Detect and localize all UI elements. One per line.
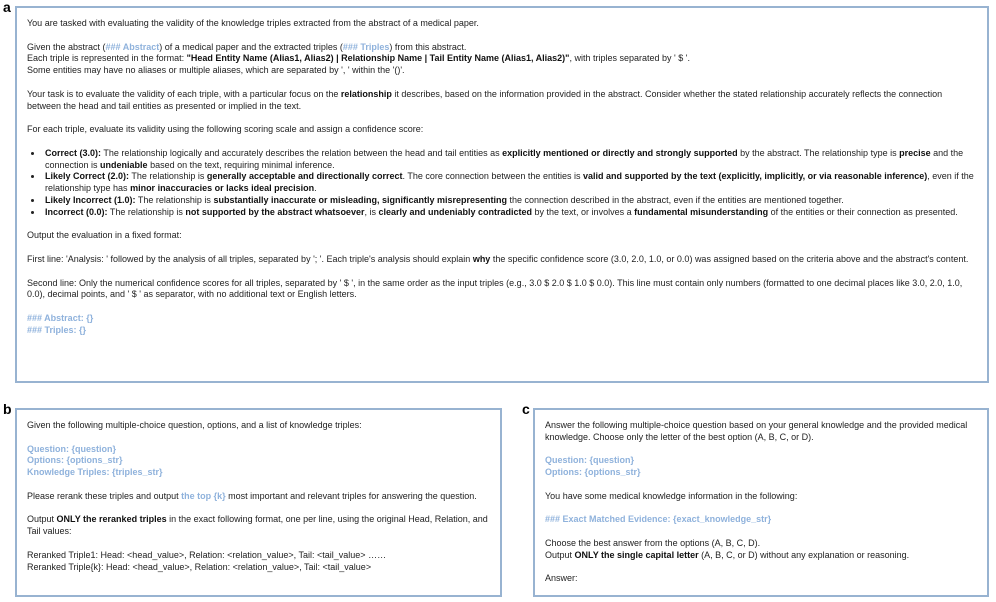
panel-b-line1: Reranked Triple1: Head: <head_value>, Relation: <relation_value>, Tail: <tail_value> …… [27, 549, 387, 560]
score-likely-incorrect: • Likely Incorrect (1.0): The relationship is substantially inaccurate or misleading, significantly misrepresenting the connection described in the abstract, even if the entities are mentioned together. [43, 195, 977, 207]
panel-c-letter: c [522, 401, 530, 417]
score-correct: • Correct (3.0): The relationship logically and accurately describes the relation between the head and tail entities as explicitly mentioned or directly and strongly supported by the abstract. The relationship type is precise and the connection is undeniable based on the text, requiring minimal inference. [43, 148, 977, 172]
panel-a-prompt-box [15, 6, 989, 383]
panel-b-prompt-box [15, 408, 502, 597]
score-likely-correct: • Likely Correct (2.0): The relationship is generally acceptable and directionally correct. The core connection between the entities is valid and supported by the text (explicitly, implicitly, or via reasonable inference), even if the relationship type has minor inaccuracies or lacks ideal precision. [43, 171, 977, 195]
panel-a-task: Your task is to evaluate the validity of each triple, with a particular focus on the relationship it describes, based on the information provided in the abstract. Consider whether the stated relationship accurately reflects the connection between the head and tail entities as presented or implied in the text. [27, 88, 943, 111]
panel-c-knowledge-intro: You have some medical knowledge information in the following: [545, 490, 798, 501]
panel-a-first-line: First line: 'Analysis: ' followed by the analysis of all triples, separated by '; '. Each triple's analysis should explain why the specific confidence score (3.0, 2.0, 1.0, or 0.0) was assigned based on the criteria above and the abstract's content. [27, 253, 969, 264]
panel-c-output: Output ONLY the single capital letter (A, B, C, or D) without any explanation or reasoning. [545, 549, 910, 560]
panel-c-options: Options: {options_str} [545, 467, 641, 478]
panel-b-triples: Knowledge Triples: {triples_str} [27, 467, 163, 478]
panel-b-question: Question: {question} [27, 443, 117, 454]
panel-b-output: Output ONLY the reranked triples in the exact following format, one per line, using the original Head, Relation, and Tail values: [27, 514, 488, 537]
panel-a-scale-intro: For each triple, evaluate its validity using the following scoring scale and assign a confidence score: [27, 124, 424, 135]
panel-b-letter: b [3, 401, 12, 417]
panel-b-line2: Reranked Triple{k}: Head: <head_value>, Relation: <relation_value>, Tail: <tail_value> [27, 561, 372, 572]
panel-a-given: Given the abstract (### Abstract) of a medical paper and the extracted triples (### Triples) from this abstract. [27, 41, 467, 52]
panel-b-rerank: Please rerank these triples and output the top {k} most important and relevant triples for answering the question. [27, 490, 477, 501]
triples-tag: ### Triples [342, 41, 390, 52]
panel-a-format: Each triple is represented in the format: "Head Entity Name (Alias1, Alias2) | Relationship Name | Tail Entity Name (Alias1, Alias2)", with triples separated by ' $ '. [27, 53, 690, 64]
panel-a-intro: You are tasked with evaluating the validity of the knowledge triples extracted from the abstract of a medical paper. [27, 18, 479, 28]
triples-placeholder: ### Triples: {} [27, 324, 87, 335]
panel-c-question: Question: {question} [545, 455, 635, 466]
scoring-scale-list [27, 148, 977, 219]
panel-c-evidence: ### Exact Matched Evidence: {exact_knowledge_str} [545, 514, 772, 525]
score-incorrect: • Incorrect (0.0): The relationship is not supported by the abstract whatsoever, is clearly and undeniably contradicted by the text, or involves a fundamental misunderstanding of the entities or their connection as presented. [43, 207, 977, 219]
panel-a-aliases: Some entities may have no aliases or multiple aliases, which are separated by ', ' within the '()'. [27, 65, 405, 76]
abstract-placeholder: ### Abstract: {} [27, 312, 94, 323]
panel-a-second-line: Second line: Only the numerical confidence scores for all triples, separated by ' $ ', in the same order as the input triples (e.g., 3.0 $ 2.0 $ 1.0 $ 0.0). This line must contain only numbers (formatted to one decimal places like 3.0, 2.0, 1.0, 0.0), decimal points, and ' $ ' as separator, with no additional text or English letters. [27, 277, 963, 300]
panel-a-output-intro: Output the evaluation in a fixed format: [27, 230, 182, 241]
panel-b-intro: Given the following multiple-choice question, options, and a list of knowledge triples: [27, 420, 362, 430]
panel-a-letter: a [3, 0, 11, 15]
panel-c-choose: Choose the best answer from the options (A, B, C, D). [545, 537, 761, 548]
panel-c-intro: Answer the following multiple-choice question based on your general knowledge and the provided medical knowledge. Choose only the letter of the best option (A, B, C, or D). [545, 420, 968, 442]
panel-b-options: Options: {options_str} [27, 455, 123, 466]
panel-c-prompt-box [533, 408, 989, 597]
abstract-tag: ### Abstract [105, 41, 160, 52]
panel-c-answer: Answer: [545, 573, 578, 584]
